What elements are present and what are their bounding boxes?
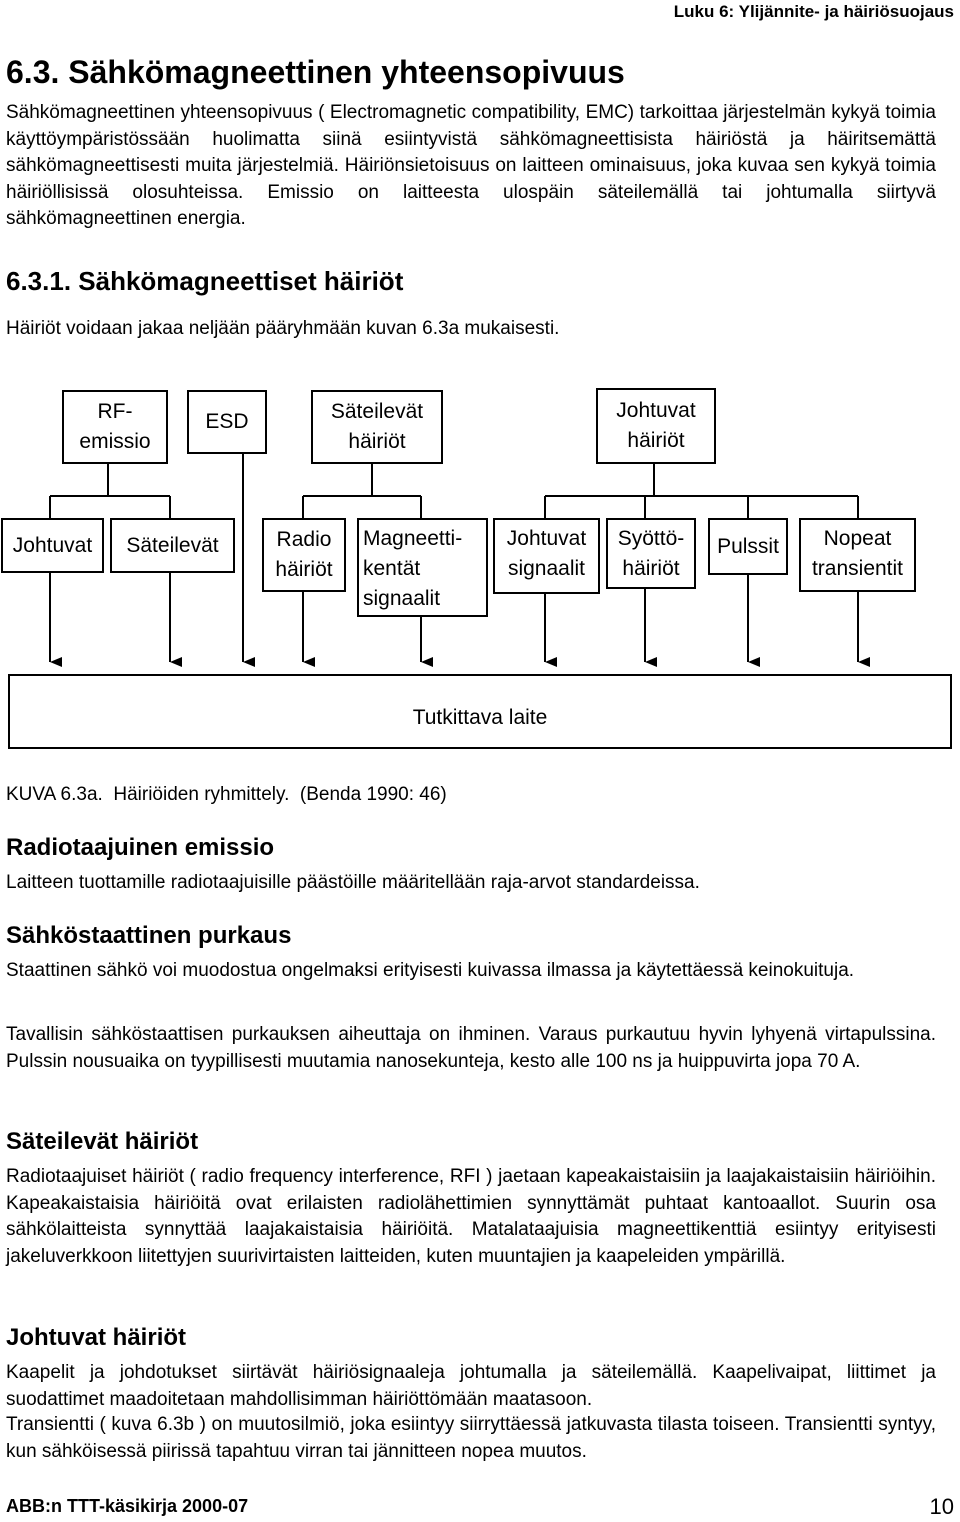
subsection-intro: Häiriöt voidaan jakaa neljään pääryhmään kuvan 6.3a mukaisesti.: [6, 318, 560, 339]
subtype-johtuvat-signaalit: Johtuvat signaalit: [493, 518, 600, 594]
footer-source: ABB:n TTT-käsikirja 2000-07: [6, 1496, 249, 1516]
paragraph: Staattinen sähkö voi muodostua ongelmaksi erityisesti kuivassa ilmassa ja käytettäessä keinokuituja.: [6, 960, 855, 981]
section-title: 6.3. Sähkömagneettinen yhteensopivuus: [6, 54, 625, 90]
subtype-radio-hairiot: Radio häiriöt: [262, 518, 346, 592]
group-sateilevat-hairiot: Säteilevät häiriöt: [311, 390, 443, 464]
subtype-johtuvat: Johtuvat: [1, 518, 104, 573]
paragraph: Tavallisin sähköstaattisen purkauksen aiheuttaja on ihminen. Varaus purkautuu hyvin lyhyenä virtapulssina. Pulssin nousuaika on tyypillisesti muutamia nanosekunteja, kesto alle 100 ns ja huippuvirta jopa 70 A.: [6, 1024, 936, 1072]
heading-johtuvat-hairiot: Johtuvat häiriöt: [6, 1324, 187, 1351]
device-under-test: Tutkittava laite: [8, 674, 952, 749]
paragraph: Laitteen tuottamille radiotaajuisille päästöille määritellään raja-arvot standardeissa.: [6, 872, 700, 893]
subtype-sateilevat: Säteilevät: [110, 518, 235, 573]
paragraph: Transientti ( kuva 6.3b ) on muutosilmiö, joka esiintyy siirryttäessä jatkuvasta tilasta toiseen. Transientti syntyy, kun sähköisessä piirissä tapahtuu virran tai jännitteen nopea muutos.: [6, 1414, 936, 1462]
section-intro: Sähkömagneettinen yhteensopivuus ( Electromagnetic compatibility, EMC) tarkoittaa järjestelmän kykyä toimia käyttöympäristössään huolimatta siinä esiintyvistä sähkömagneettisista häiriöstä ja häiritsemättä sähkömagneettisesti muita järjestelmiä. Häiriönsietoisuus on laitteen ominaisuus, joka kuvaa sen kykyä toimia häiriöllisissä olosuhteissa. Emissio on laitteesta ulospäin säteilemällä tai johtumalla siirtyvä sähkömagneettinen energia.: [6, 102, 936, 229]
subtype-pulssit: Pulssit: [708, 518, 788, 575]
group-rf-emissio: RF- emissio: [62, 390, 168, 464]
subsection-title: 6.3.1. Sähkömagneettiset häiriöt: [6, 266, 404, 296]
figure-caption: KUVA 6.3a. Häiriöiden ryhmittely. (Benda 1990: 46): [6, 784, 447, 805]
heading-radiotaajuinen-emissio: Radiotaajuinen emissio: [6, 834, 275, 861]
subtype-syotto-hairiot: Syöttö- häiriöt: [606, 518, 696, 589]
paragraph: Kaapelit ja johdotukset siirtävät häiriösignaaleja johtumalla ja säteilemällä. Kaapelivaipat, liittimet ja suodattimet maadoitetaan mahdollisimman häiriöttömään maatasoon.: [6, 1362, 936, 1410]
chapter-header: Luku 6: Ylijännite- ja häiriösuojaus: [673, 2, 954, 21]
group-johtuvat-hairiot: Johtuvat häiriöt: [596, 388, 716, 464]
heading-sateilevat-hairiot: Säteilevät häiriöt: [6, 1128, 199, 1155]
subtype-magneettikentat: Magneetti- kentät signaalit: [357, 518, 488, 617]
heading-sahkostaattinen-purkaus: Sähköstaattinen purkaus: [6, 922, 292, 949]
subtype-nopeat-transientit: Nopeat transientit: [799, 518, 916, 592]
group-esd: ESD: [187, 390, 267, 454]
disturbance-diagram: [0, 380, 960, 760]
paragraph: Radiotaajuiset häiriöt ( radio frequency interference, RFI ) jaetaan kapeakaistaisiin ja laajakaistaisiin häiriöihin. Kapeakaistaisia häiriöitä ovat erilaisten radiolähettimien synnyttämät puhtaat kantoaallot. Suurin osa sähkölaitteista synnyttää laajakaistaisia häiriöitä. Matalataajuisia magneettikenttiä esiintyy erityisesti jakeluverkkoon liitettyjen suurivirtaisten laitteiden, kuten muuntajien ja kaapeleiden ympärillä.: [6, 1166, 936, 1267]
page-number: 10: [929, 1494, 954, 1519]
